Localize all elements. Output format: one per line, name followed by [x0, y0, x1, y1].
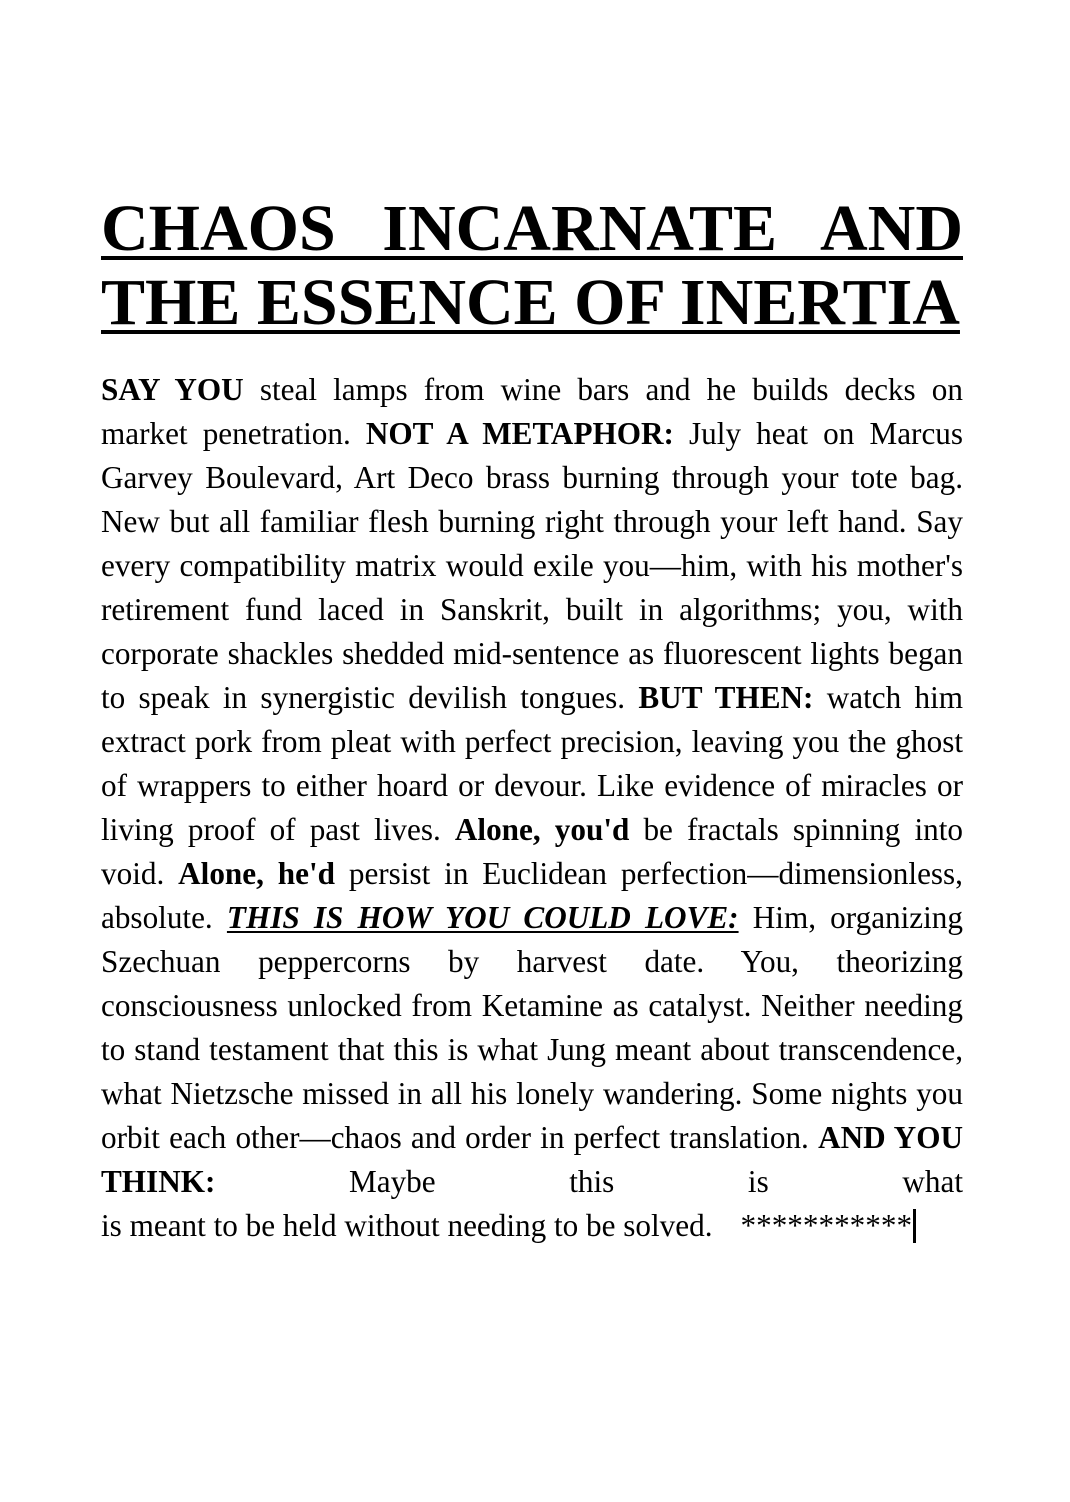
- final-line: [101, 1204, 916, 1248]
- emphasis-alone-youd: Alone, you'd: [454, 812, 630, 847]
- document-page: [101, 192, 963, 1248]
- emphasis-say-you: SAY YOU: [101, 372, 244, 407]
- document-title: CHAOS INCARNATE AND THE ESSENCE OF INERTIA: [101, 192, 963, 339]
- body-span: Him, organizing Szechuan peppercorns by harvest date. You, theorizing consciousness unlocked from Ketamine as catalyst. Neither needing to stand testament that this is what Jung meant about transcendence, what Nietzsche missed in all his lonely wandering. Some nights you orbit each other—chaos and order in perfect translation.: [101, 900, 963, 1155]
- body-span: July heat on Marcus Garvey Boulevard, Art Deco brass burning through your tote bag. New but all familiar flesh burning right through your left hand. Say every compatibility matrix would exile you—him, with his mother's retirement fund laced in Sanskrit, built in algorithms; you, with corporate shackles shedded mid-sentence as fluorescent lights began to speak in synergistic devilish tongues.: [101, 416, 964, 715]
- text-cursor: [913, 1209, 916, 1243]
- body-span: be fractals spinning into void.: [101, 812, 963, 891]
- body-span: steal lamps from wine bars and he builds decks on market penetration.: [101, 372, 963, 451]
- emphasis-alone-hed: Alone, he'd: [178, 856, 335, 891]
- emphasis-not-a-metaphor: NOT A METAPHOR:: [365, 416, 674, 451]
- body-span: watch him extract pork from pleat with perfect precision, leaving you the ghost of wrappers to either hoard or devour. Like evidence of miracles or living proof of past lives.: [101, 680, 963, 847]
- section-break-stars: ***********: [740, 1208, 913, 1243]
- emphasis-how-you-could-love: THIS IS HOW YOU COULD LOVE:: [226, 900, 739, 935]
- emphasis-and-you-think: AND YOU THINK:: [101, 1120, 963, 1199]
- body-span: persist in Euclidean perfection—dimensionless, absolute.: [101, 856, 963, 935]
- document-body: [101, 368, 963, 1248]
- body-span: is meant to be held without needing to be solved.: [101, 1208, 713, 1243]
- body-span: Maybe this is what: [215, 1164, 963, 1199]
- emphasis-but-then: BUT THEN:: [638, 680, 814, 715]
